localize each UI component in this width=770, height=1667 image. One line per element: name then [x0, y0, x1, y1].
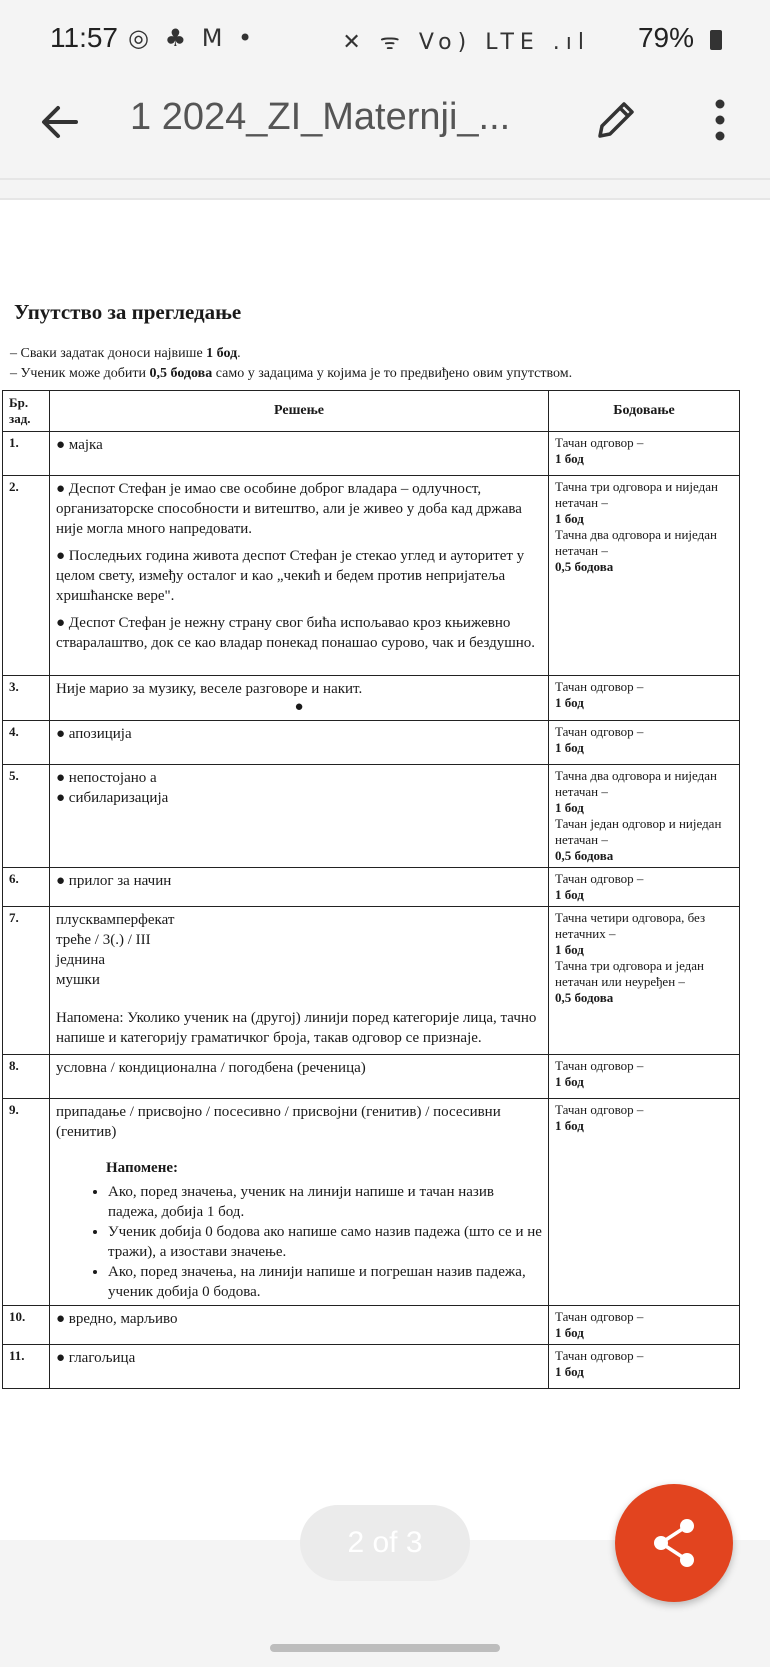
points-cell [549, 1055, 740, 1099]
solution-text: ● глагољица [56, 1350, 136, 1366]
points-text: 1 бод [555, 1118, 584, 1133]
points-text: Тачан одговор – [555, 435, 644, 450]
note-bold: 0,5 бодова [149, 366, 213, 381]
points-text: Тачна три одговора и један нетачан или неуређен – [555, 958, 705, 989]
solution-cell [50, 907, 549, 1055]
points-text: Тачан одговор – [555, 871, 644, 886]
app-bar [0, 80, 770, 180]
share-button[interactable] [615, 1484, 733, 1602]
solution-cell [50, 676, 549, 721]
solution-cell [50, 1055, 549, 1099]
points-text: Тачна два одговора и ниједан нетачан – [555, 768, 717, 799]
solution-text: ● вредно, марљиво [56, 1311, 178, 1327]
page-heading: Упутство за прегледање [14, 300, 242, 324]
points-text: 0,5 бодова [555, 990, 614, 1005]
points-text: 0,5 бодова [555, 848, 614, 863]
points-cell [549, 721, 740, 765]
points-text: Тачан одговор – [555, 679, 644, 694]
points-text: Тачан одговор – [555, 1102, 644, 1117]
header-solution: Решење [50, 391, 549, 432]
solution-cell [50, 765, 549, 868]
document-page[interactable] [0, 200, 770, 1540]
solution-cell [50, 1306, 549, 1345]
points-cell [549, 868, 740, 907]
table-row [3, 907, 740, 1055]
solution-cell [50, 868, 549, 907]
points-text: 1 бод [555, 511, 584, 526]
points-text: 1 бод [555, 740, 584, 755]
solution-text: треће / 3(.) / III [56, 932, 151, 948]
points-text: 1 бод [555, 800, 584, 815]
points-text: 1 бод [555, 695, 584, 710]
table-row [3, 1099, 740, 1306]
points-cell [549, 432, 740, 476]
table-row [3, 1345, 740, 1389]
points-text: 0,5 бодова [555, 559, 614, 574]
page-indicator: 2 of 3 [300, 1505, 470, 1581]
points-cell [549, 476, 740, 676]
task-number: 11. [3, 1345, 50, 1389]
task-number: 8. [3, 1055, 50, 1099]
task-number: 7. [3, 907, 50, 1055]
back-arrow-icon[interactable] [38, 100, 86, 148]
points-text: 1 бод [555, 451, 584, 466]
list-item: • Ако, поред значења, на линији напише и погрешан назив падежа, ученик добија 0 бодова. [108, 1262, 542, 1302]
points-text: Тачан одговор – [555, 1058, 644, 1073]
points-text: 1 бод [555, 1325, 584, 1340]
pencil-icon[interactable] [590, 94, 642, 146]
points-cell [549, 1345, 740, 1389]
points-cell [549, 1099, 740, 1306]
solution-cell [50, 432, 549, 476]
solution-text: Није марио за музику, веселе разговоре и накит. [56, 681, 363, 697]
note-text: само у задацима у којима је то предвиђено овим упутством. [212, 366, 573, 381]
list-item: • Ако, поред значења, ученик на линији напише и тачан назив падежа, добија 1 бод. [108, 1182, 542, 1222]
share-icon [615, 1484, 733, 1602]
solution-text: ● сибиларизација [56, 790, 169, 806]
points-text: Тачан одговор – [555, 1309, 644, 1324]
solution-cell [50, 1345, 549, 1389]
battery-icon [710, 30, 722, 50]
points-text: 1 бод [555, 887, 584, 902]
note-text: . [237, 346, 241, 361]
task-number: 5. [3, 765, 50, 868]
task-number: 3. [3, 676, 50, 721]
table-row [3, 721, 740, 765]
points-text: 1 бод [555, 942, 584, 957]
status-bar [0, 0, 770, 80]
document-title: 1 2024_ZI_Maternji_... [130, 96, 511, 138]
solution-text: ● мајка [56, 437, 103, 453]
note-line [10, 346, 241, 362]
grading-table [2, 390, 740, 1389]
solution-cell [50, 476, 549, 676]
solution-text: плусквамперфекат [56, 912, 175, 928]
table-row [3, 1306, 740, 1345]
solution-text: условна / кондиционална / погодбена (реченица) [56, 1060, 366, 1076]
task-number: 6. [3, 868, 50, 907]
notes-title: Напомене: [106, 1160, 178, 1176]
points-cell [549, 1306, 740, 1345]
points-text: 1 бод [555, 1364, 584, 1379]
solution-note: Напомена: Уколико ученик на (другој) линији поред категорије лица, тачно напише и категорију граматичког броја, такав одговор се признаје. [56, 1010, 537, 1046]
solution-text: припадање / присвојно / посесивно / присвојни (генитив) / посесивни (генитив) [56, 1104, 501, 1140]
solution-text: ● Деспот Стефан је нежну страну свог бића испољавао кроз књижевно стваралаштво, док се као владар понекад понашао сурово, чак и бездушно. [56, 615, 536, 651]
points-text: Тачан одговор – [555, 724, 644, 739]
table-row [3, 432, 740, 476]
points-text: Тачна три одговора и ниједан нетачан – [555, 479, 718, 510]
note-text: – Ученик може добити [10, 366, 150, 381]
task-number: 2. [3, 476, 50, 676]
points-text: Тачан један одговор и ниједан нетачан – [555, 816, 722, 847]
system-icons: ✕ ᯤ Vo) LTE .ıl [342, 30, 590, 55]
task-number: 10. [3, 1306, 50, 1345]
task-number: 9. [3, 1099, 50, 1306]
points-text: 1 бод [555, 1074, 584, 1089]
task-number: 1. [3, 432, 50, 476]
table-row [3, 765, 740, 868]
points-text: Тачан одговор – [555, 1348, 644, 1363]
points-text: Тачна два одговора и ниједан нетачан – [555, 527, 717, 558]
gesture-nav-handle[interactable] [270, 1644, 500, 1652]
solution-cell [50, 1099, 549, 1306]
bullet-dot: ● [294, 699, 304, 715]
note-text: – Сваки задатак доноси највише [10, 346, 207, 361]
list-item: • Ученик добија 0 бодова ако напише само назив падежа (што се и не тражи), а изостави значење. [108, 1222, 542, 1262]
task-number: 4. [3, 721, 50, 765]
table-body [3, 432, 740, 1389]
note-bold: 1 бод [206, 346, 238, 361]
solution-cell [50, 721, 549, 765]
points-cell [549, 676, 740, 721]
more-vertical-icon[interactable] [700, 94, 740, 146]
solution-text: ● Деспот Стефан је имао све особине доброг владара – одлучност, организаторске способности и витештво, али је живео у доба кад држава није могла много напредовати. [56, 481, 522, 537]
points-cell [549, 907, 740, 1055]
solution-text: мушки [56, 972, 100, 988]
table-row [3, 1055, 740, 1099]
solution-text: ● апозиција [56, 726, 132, 742]
note-line [10, 366, 572, 382]
table-row [3, 868, 740, 907]
status-time: 11:57 [50, 22, 118, 53]
table-row [3, 476, 740, 676]
points-text: Тачна четири одговора, без нетачних – [555, 910, 706, 941]
notes-list [56, 1182, 542, 1302]
solution-text: једнина [56, 952, 105, 968]
solution-text: ● прилог за начин [56, 873, 172, 889]
table-row [3, 676, 740, 721]
divider [0, 178, 770, 180]
points-cell [549, 765, 740, 868]
solution-text: ● непостојано а [56, 770, 157, 786]
header-task-no: Бр. зад. [3, 391, 50, 432]
table-header-row [3, 391, 740, 432]
solution-text: ● Последњих година живота деспот Стефан је стекао углед и ауторитет у целом свету, између осталог и као „чекић и бедем против непријатеља хришћанске вере". [56, 548, 525, 604]
header-points: Бодовање [549, 391, 740, 432]
battery-percent: 79% [637, 22, 694, 53]
notification-icons: ◎ ♣ M • [128, 24, 257, 52]
